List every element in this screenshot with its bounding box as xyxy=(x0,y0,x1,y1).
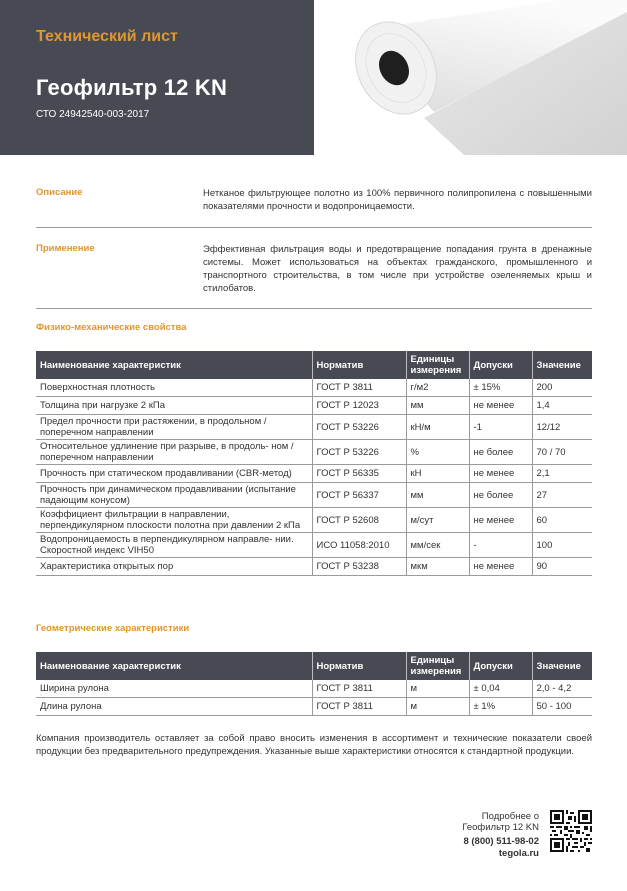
cell-name: Длина рулона xyxy=(36,698,312,716)
table-header-row xyxy=(36,652,592,680)
cell-units: кН/м xyxy=(406,415,469,440)
cell-value: 2,0 - 4,2 xyxy=(532,680,592,698)
cell-tolerance: не менее xyxy=(469,558,532,576)
physical-properties-table xyxy=(36,351,592,576)
cell-units: мм/сек xyxy=(406,533,469,558)
document-type: Технический лист xyxy=(36,28,178,45)
cell-units: мм xyxy=(406,397,469,415)
cell-units: м xyxy=(406,680,469,698)
table-row xyxy=(36,680,592,698)
cell-value: 70 / 70 xyxy=(532,440,592,465)
column-header-name: Наименование характеристик xyxy=(36,351,312,379)
cell-tolerance: не менее xyxy=(469,508,532,533)
cell-standard: ГОСТ Р 53226 xyxy=(312,440,406,465)
cell-standard: ГОСТ Р 56337 xyxy=(312,483,406,508)
cell-value: 60 xyxy=(532,508,592,533)
cell-value: 2,1 xyxy=(532,465,592,483)
table-row xyxy=(36,440,592,465)
physical-properties-heading: Физико-механические свойства xyxy=(36,322,187,333)
product-title: Геофильтр 12 KN xyxy=(36,75,228,100)
cell-standard: ИСО 11058:2010 xyxy=(312,533,406,558)
cell-units: м/сут xyxy=(406,508,469,533)
geometric-properties-table xyxy=(36,652,592,716)
application-label: Применение xyxy=(36,243,95,254)
cell-name: Коэффициент фильтрации в направлении, перпендикулярном плоскости полотна при давлении 2 кПа xyxy=(36,508,312,533)
section-divider xyxy=(36,308,592,309)
cell-tolerance: не менее xyxy=(469,397,532,415)
cell-name: Поверхностная плотность xyxy=(36,379,312,397)
cell-standard: ГОСТ Р 3811 xyxy=(312,698,406,716)
cell-value: 90 xyxy=(532,558,592,576)
cell-tolerance: - xyxy=(469,533,532,558)
cell-units: % xyxy=(406,440,469,465)
more-info-line1: Подробнее о xyxy=(481,811,539,822)
cell-tolerance: ± 15% xyxy=(469,379,532,397)
cell-name: Прочность при динамическом продавливании (испытание падающим конусом) xyxy=(36,483,312,508)
cell-name: Характеристика открытых пор xyxy=(36,558,312,576)
table-row xyxy=(36,508,592,533)
header-banner xyxy=(0,0,314,155)
table-row xyxy=(36,465,592,483)
product-image xyxy=(314,0,627,155)
column-header-standard: Норматив xyxy=(312,652,406,680)
cell-standard: ГОСТ Р 3811 xyxy=(312,379,406,397)
column-header-units: Единицы измерения xyxy=(406,351,469,379)
cell-units: мм xyxy=(406,483,469,508)
table-row xyxy=(36,698,592,716)
column-header-standard: Норматив xyxy=(312,351,406,379)
phone-number[interactable]: 8 (800) 511-98-02 xyxy=(463,836,539,847)
column-header-units: Единицы измерения xyxy=(406,652,469,680)
description-label: Описание xyxy=(36,187,83,198)
website-link[interactable]: tegola.ru xyxy=(498,848,539,859)
geometric-properties-heading: Геометрические характеристики xyxy=(36,623,190,634)
cell-value: 50 - 100 xyxy=(532,698,592,716)
section-divider xyxy=(36,227,592,228)
cell-tolerance: не более xyxy=(469,440,532,465)
column-header-tolerance: Допуски xyxy=(469,351,532,379)
cell-tolerance: не более xyxy=(469,483,532,508)
cell-name: Прочность при статическом продавливании (CBR-метод) xyxy=(36,465,312,483)
cell-standard: ГОСТ Р 52608 xyxy=(312,508,406,533)
cell-value: 200 xyxy=(532,379,592,397)
cell-units: кН xyxy=(406,465,469,483)
description-text: Нетканое фильтрующее полотно из 100% первичного полипропилена с повышенными показателями прочности и водопроницаемости. xyxy=(203,188,592,212)
cell-tolerance: ± 0,04 xyxy=(469,680,532,698)
column-header-value: Значение xyxy=(532,351,592,379)
cell-name: Предел прочности при растяжении, в продольном / поперечном направлении xyxy=(36,415,312,440)
cell-standard: ГОСТ Р 56335 xyxy=(312,465,406,483)
cell-units: м xyxy=(406,698,469,716)
table-row xyxy=(36,483,592,508)
cell-value: 100 xyxy=(532,533,592,558)
table-row xyxy=(36,397,592,415)
cell-tolerance: не менее xyxy=(469,465,532,483)
cell-standard: ГОСТ Р 53226 xyxy=(312,415,406,440)
column-header-tolerance: Допуски xyxy=(469,652,532,680)
disclaimer-text: Компания производитель оставляет за собой право вносить изменения в ассортимент и технические показатели своей продукции без предварительного предупреждения. Указанные выше характеристики относятся к стандартной продукции. xyxy=(36,733,592,757)
more-info-text xyxy=(462,811,539,833)
cell-value: 27 xyxy=(532,483,592,508)
standard-number: СТО 24942540-003-2017 xyxy=(36,109,150,120)
cell-units: мкм xyxy=(406,558,469,576)
cell-standard: ГОСТ Р 12023 xyxy=(312,397,406,415)
application-text: Эффективная фильтрация воды и предотвращение попадания грунта в дренажные системы. Может использоваться на объектах гражданского, промышленного и транспортного строительства, в том числе при устройстве озеленяемых крыш и стилобатов. xyxy=(203,244,592,294)
cell-value: 1,4 xyxy=(532,397,592,415)
cell-standard: ГОСТ Р 53238 xyxy=(312,558,406,576)
table-row xyxy=(36,533,592,558)
table-row xyxy=(36,558,592,576)
table-row xyxy=(36,379,592,397)
cell-name: Водопроницаемость в перпендикулярном направле- нии. Скоростной индекс VIH50 xyxy=(36,533,312,558)
column-header-name: Наименование характеристик xyxy=(36,652,312,680)
cell-units: г/м2 xyxy=(406,379,469,397)
table-header-row xyxy=(36,351,592,379)
cell-name: Ширина рулона xyxy=(36,680,312,698)
cell-standard: ГОСТ Р 3811 xyxy=(312,680,406,698)
cell-tolerance: ± 1% xyxy=(469,698,532,716)
cell-tolerance: -1 xyxy=(469,415,532,440)
more-info-line2: Геофильтр 12 KN xyxy=(462,822,539,833)
cell-name: Относительное удлинение при разрыве, в продоль- ном / поперечном направлении xyxy=(36,440,312,465)
column-header-value: Значение xyxy=(532,652,592,680)
geotextile-roll-image xyxy=(314,0,627,155)
cell-value: 12/12 xyxy=(532,415,592,440)
table-row xyxy=(36,415,592,440)
cell-name: Толщина при нагрузке 2 кПа xyxy=(36,397,312,415)
qr-code-icon[interactable] xyxy=(550,810,592,852)
